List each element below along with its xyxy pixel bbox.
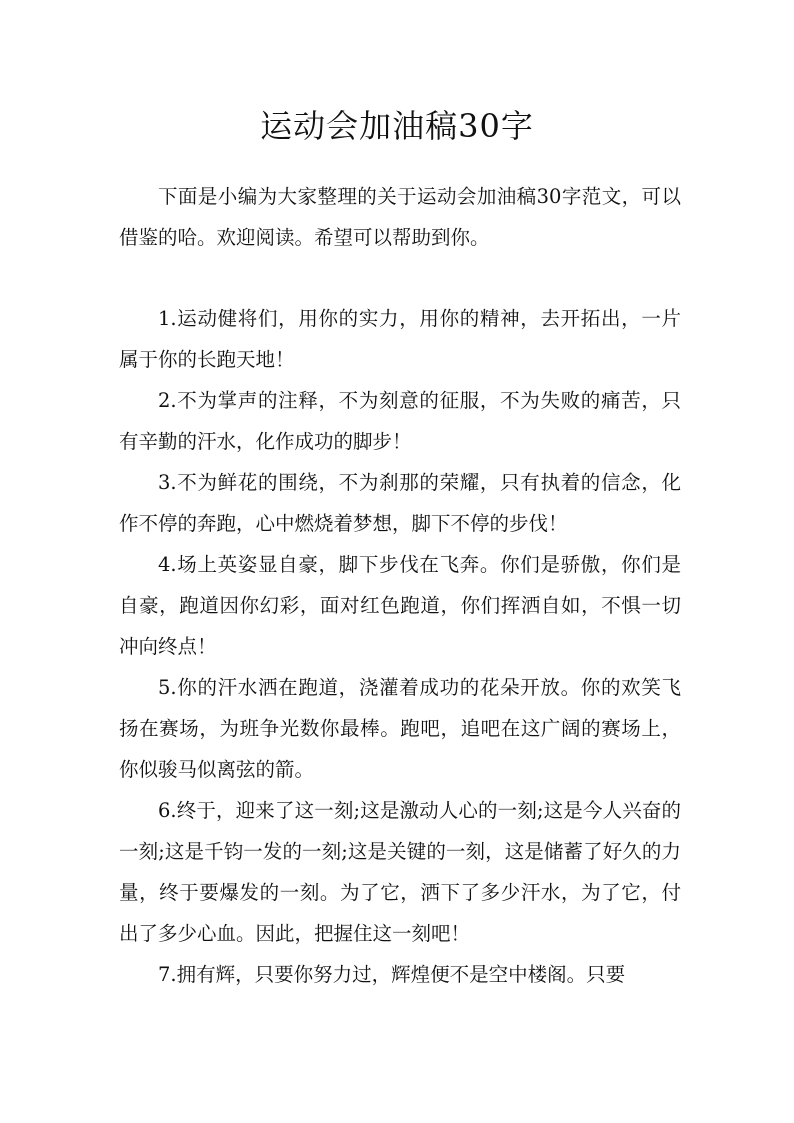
- list-item: 3.不为鲜花的围绕，不为刹那的荣耀，只有执着的信念，化作不停的奔跑，心中燃烧着梦想，脚下不停的步伐！: [119, 471, 681, 535]
- page-title: 运动会加油稿30字: [260, 107, 534, 145]
- list-item: 7.拥有辉，只要你努力过，辉煌便不是空中楼阁。只要: [158, 963, 626, 986]
- list-item: 4.场上英姿显自豪，脚下步伐在飞奔。你们是骄傲，你们是自豪，跑道因你幻彩，面对红色跑道，你们挥洒自如，不惧一切冲向终点！: [119, 553, 681, 658]
- intro-paragraph: 下面是小编为大家整理的关于运动会加油稿30字范文，可以借鉴的哈。欢迎阅读。希望可以帮助到你。: [119, 185, 681, 249]
- list-item: 5.你的汗水洒在跑道，浇灌着成功的花朵开放。你的欢笑飞扬在赛场，为班争光数你最棒。跑吧，追吧在这广阔的赛场上，你似骏马似离弦的箭。: [119, 676, 681, 781]
- list-item: 2.不为掌声的注释，不为刻意的征服，不为失败的痛苦，只有辛勤的汗水，化作成功的脚步！: [119, 389, 681, 453]
- cheer-list: [119, 298, 681, 995]
- list-item: 6.终于，迎来了这一刻;这是激动人心的一刻;这是今人兴奋的一刻;这是千钧一发的一刻;这是关键的一刻，这是储蓄了好久的力量，终于要爆发的一刻。为了它，洒下了多少汗水，为了它，付出了多少心血。因此，把握住这一刻吧！: [119, 799, 681, 945]
- list-item: 1.运动健将们，用你的实力，用你的精神，去开拓出，一片属于你的长跑天地！: [119, 307, 681, 371]
